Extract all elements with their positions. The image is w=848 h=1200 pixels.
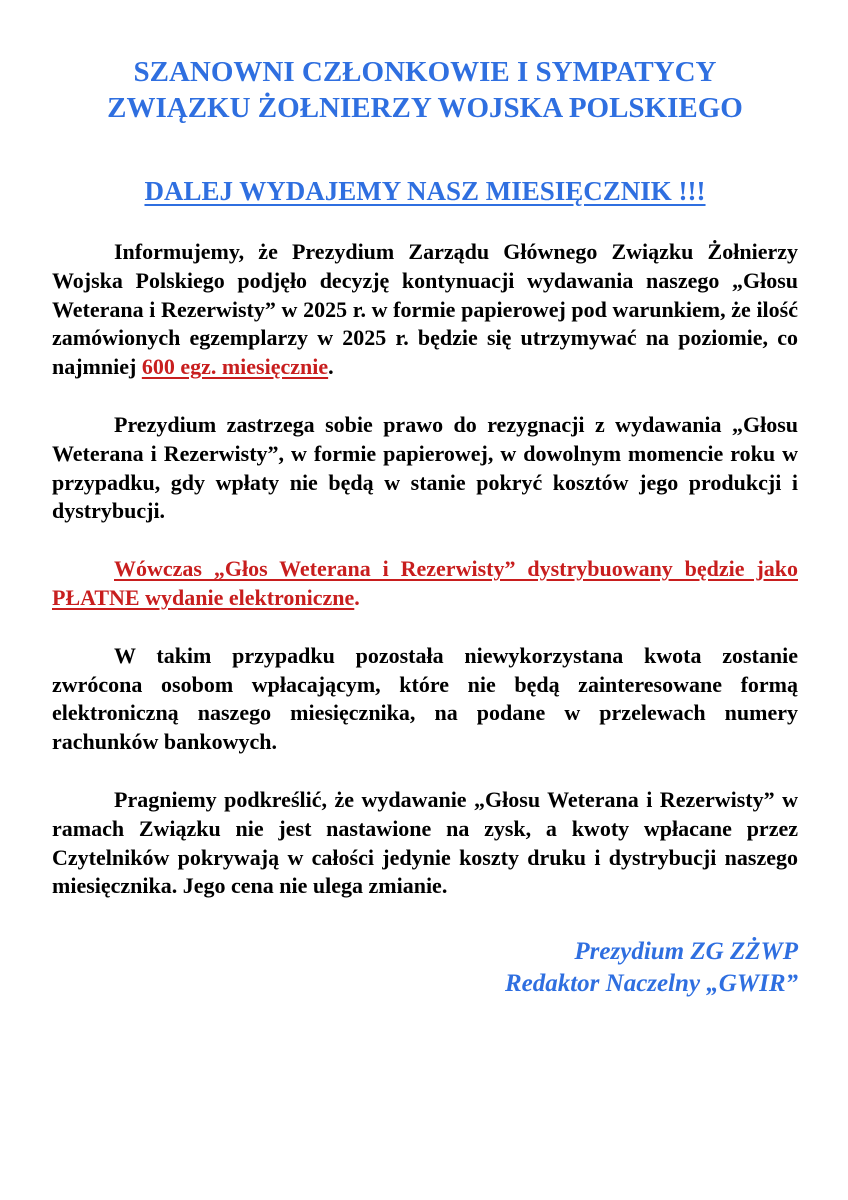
paragraph-1	[52, 238, 798, 382]
paragraph-1-text: Informujemy, że Prezydium Zarządu Głównego Związku Żołnierzy Wojska Polskiego podjęło decyzję kontynuacji wydawania naszego „Głosu Weterana i Rezerwisty” w 2025 r. w formie papierowej pod warunkiem, że ilość zamówionych egzemplarzy w 2025 r. będzie się utrzymywać na poziomie, co najmniej	[52, 239, 798, 380]
heading-line-2: ZWIĄZKU ŻOŁNIERZY WOJSKA POLSKIEGO	[107, 92, 743, 124]
paragraph-3	[52, 555, 798, 613]
signature-line-2: Redaktor Naczelny „GWIR”	[504, 970, 798, 998]
signature-line-1: Prezydium ZG ZŻWP	[574, 938, 798, 966]
highlight-copies: 600 egz. miesięcznie	[141, 354, 329, 380]
paragraph-4: W takim przypadku pozostała niewykorzystana kwota zostanie zwrócona osobom wpłacającym, które nie będą zainteresowane formą elektroniczną naszego miesięcznika, na podane w przelewach numery rachunków bankowych.	[52, 642, 798, 755]
subheading-text: DALEJ WYDAJEMY NASZ MIESIĘCZNIK !!!	[144, 176, 706, 206]
paragraph-2: Prezydium zastrzega sobie prawo do rezygnacji z wydawania „Głosu Weterana i Rezerwisty”, w formie papierowej, w dowolnym momencie roku w przypadku, gdy wpłaty nie będą w stanie pokryć kosztów jego produkcji i dystrybucji.	[52, 411, 798, 524]
heading-line-1: SZANOWNI CZŁONKOWIE I SYMPATYCY	[133, 56, 717, 88]
document-heading	[52, 0, 798, 126]
paragraph-3-highlight: Wówczas „Głos Weterana i Rezerwisty” dystrybuowany będzie jako PŁATNE wydanie elektroniczne	[52, 556, 798, 610]
paragraph-3-end: .	[354, 584, 360, 610]
document-subheading	[52, 174, 798, 208]
signature-block	[52, 936, 798, 1000]
paragraph-1-end: .	[328, 354, 334, 380]
paragraph-5: Pragniemy podkreślić, że wydawanie „Głosu Weterana i Rezerwisty” w ramach Związku nie jest nastawione na zysk, a kwoty wpłacane przez Czytelników pokrywają w całości jedynie koszty druku i dystrybucji naszego miesięcznika. Jego cena nie ulega zmianie.	[52, 786, 798, 899]
